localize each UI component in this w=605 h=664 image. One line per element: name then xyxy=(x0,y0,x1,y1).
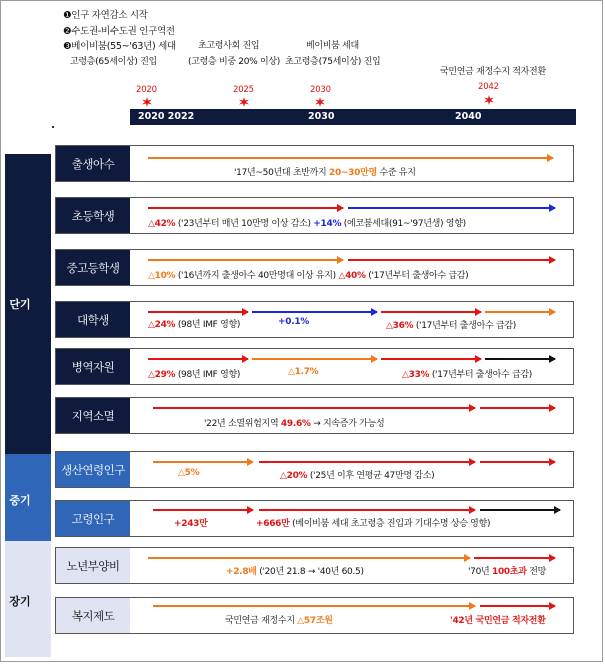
timeline-label-2020-2022: 2020 2022 xyxy=(138,111,195,122)
military-arrow-1 xyxy=(148,358,248,360)
military-text-1: △29% (98년 IMF 영향) xyxy=(148,370,241,380)
row-elderly-label: 고령인구 xyxy=(56,501,130,536)
dependency-arrow-2 xyxy=(474,557,555,559)
middle-arrow-2 xyxy=(348,259,555,261)
event-2020-year: 2020 xyxy=(136,85,157,95)
row-working-age xyxy=(55,451,574,488)
working-text-1: △5% xyxy=(178,468,200,478)
timeline-label-2030: 2030 xyxy=(308,111,335,122)
row-working-age-label: 생산연령인구 xyxy=(56,452,130,487)
elderly-arrow-1 xyxy=(153,509,253,511)
military-arrow-2 xyxy=(252,358,377,360)
row-university-label: 대학생 xyxy=(56,302,130,337)
row-births xyxy=(55,145,574,182)
univ-arrow-2 xyxy=(252,311,377,313)
legend-line-3: ❸베이비붐(55~'63년) 세대 xyxy=(63,41,176,52)
event-2025-year: 2025 xyxy=(233,85,254,95)
event-2025-title: 초고령사회 진입 xyxy=(198,41,260,51)
univ-arrow-4 xyxy=(485,311,555,313)
burst-2030-icon xyxy=(315,97,325,107)
elem-text: △42% ('23년부터 매년 10만명 이상 감소) +14% (에코붐세대(91~'97년생) 영향) xyxy=(148,219,466,229)
event-2042-title: 국민연금 재정수지 적자전환 xyxy=(440,67,546,77)
univ-arrow-1 xyxy=(148,311,248,313)
univ-arrow-3 xyxy=(381,311,481,313)
term-short-label: 단기 xyxy=(9,298,31,311)
elderly-arrow-3 xyxy=(480,509,560,511)
row-elderly xyxy=(55,500,574,537)
row-dependency-label: 노년부양비 xyxy=(56,548,130,583)
military-arrow-4 xyxy=(485,358,555,360)
middle-arrow-1 xyxy=(148,259,343,261)
timeline-bar xyxy=(130,109,576,125)
welfare-text-2: '42년 국민연금 적자전환 xyxy=(450,616,546,626)
births-text: '17년~50년대 초반까지 20~30만명 수준 유지 xyxy=(234,168,416,178)
timeline-label-2040: 2040 xyxy=(455,111,482,122)
row-middle-high-label: 중고등학생 xyxy=(56,250,130,285)
legend-line-2: ❷수도권-비수도권 인구역전 xyxy=(63,26,175,37)
row-dependency xyxy=(55,547,574,584)
burst-2042-icon xyxy=(484,95,494,105)
dependency-text-1: +2.8배 ('20년 21.8 → '40년 60.5) xyxy=(226,567,364,577)
welfare-arrow-2 xyxy=(480,605,555,607)
working-arrow-1 xyxy=(153,461,253,463)
univ-text-3: △36% ('17년부터 출생아수 급감) xyxy=(386,321,516,331)
welfare-arrow-1 xyxy=(153,605,475,607)
dependency-text-2: '70년 100초과 전망 xyxy=(468,567,547,577)
row-welfare-label: 복지제도 xyxy=(56,598,130,633)
welfare-text-1: 국민연금 재정수지 △57조원 xyxy=(225,616,333,626)
row-elementary xyxy=(55,197,574,234)
row-region-label: 지역소멸 xyxy=(56,398,130,433)
burst-2020-icon xyxy=(142,97,152,107)
working-arrow-2 xyxy=(259,461,475,463)
elderly-text-2: +666만 (베이비붐 세대 초고령층 진입과 기대수명 상승 영향) xyxy=(256,519,491,529)
working-text-2: △20% ('25년 이후 연평균 47만명 감소) xyxy=(280,471,435,481)
elem-arrow-2 xyxy=(348,207,555,209)
event-2030-title: 베이비붐 세대 xyxy=(306,41,359,51)
term-band-short xyxy=(5,154,51,454)
event-2020-label: 고령층(65세이상) 진입 xyxy=(70,57,157,67)
univ-text-2: +0.1% xyxy=(278,317,310,327)
middle-text: △10% ('16년까지 출생아수 40만명대 이상 유지) △40% ('17년부터 출생아수 급감) xyxy=(148,271,469,281)
term-band-long xyxy=(5,541,51,657)
row-births-label: 출생아수 xyxy=(56,146,130,181)
working-arrow-3 xyxy=(480,461,555,463)
term-mid-label: 중기 xyxy=(9,494,31,507)
term-band-mid xyxy=(5,454,51,541)
births-arrow xyxy=(148,157,553,159)
row-elementary-label: 초등학생 xyxy=(56,198,130,233)
elem-arrow-1 xyxy=(148,207,343,209)
elderly-arrow-2 xyxy=(259,509,475,511)
burst-2025-icon xyxy=(239,97,249,107)
row-region xyxy=(55,397,574,434)
legend-line-1: ❶인구 자연감소 시작 xyxy=(63,10,148,21)
region-arrow-1 xyxy=(153,407,475,409)
military-text-3: △33% ('17년부터 출생아수 급감) xyxy=(402,370,532,380)
row-welfare xyxy=(55,597,574,634)
event-2030-sub: 초고령층(75세이상) 진입 xyxy=(285,57,381,67)
row-military-label: 병역자원 xyxy=(56,349,130,384)
region-arrow-2 xyxy=(480,407,555,409)
event-2030-year: 2030 xyxy=(310,85,331,95)
dependency-arrow-1 xyxy=(148,557,470,559)
row-military xyxy=(55,348,574,385)
military-text-2: △1.7% xyxy=(288,367,319,377)
row-middle-high xyxy=(55,249,574,286)
event-2025-sub: (고령층 비중 20% 이상) xyxy=(188,57,280,67)
elderly-text-1: +243만 xyxy=(174,519,208,529)
row-university xyxy=(55,301,574,338)
term-long-label: 장기 xyxy=(9,595,31,608)
dot-mark xyxy=(52,126,54,128)
military-arrow-3 xyxy=(381,358,481,360)
region-text: '22년 소멸위험지역 49.6% → 지속증가 가능성 xyxy=(204,419,385,429)
event-2042-year: 2042 xyxy=(478,82,499,92)
univ-text-1: △24% (98년 IMF 영향) xyxy=(148,320,241,330)
